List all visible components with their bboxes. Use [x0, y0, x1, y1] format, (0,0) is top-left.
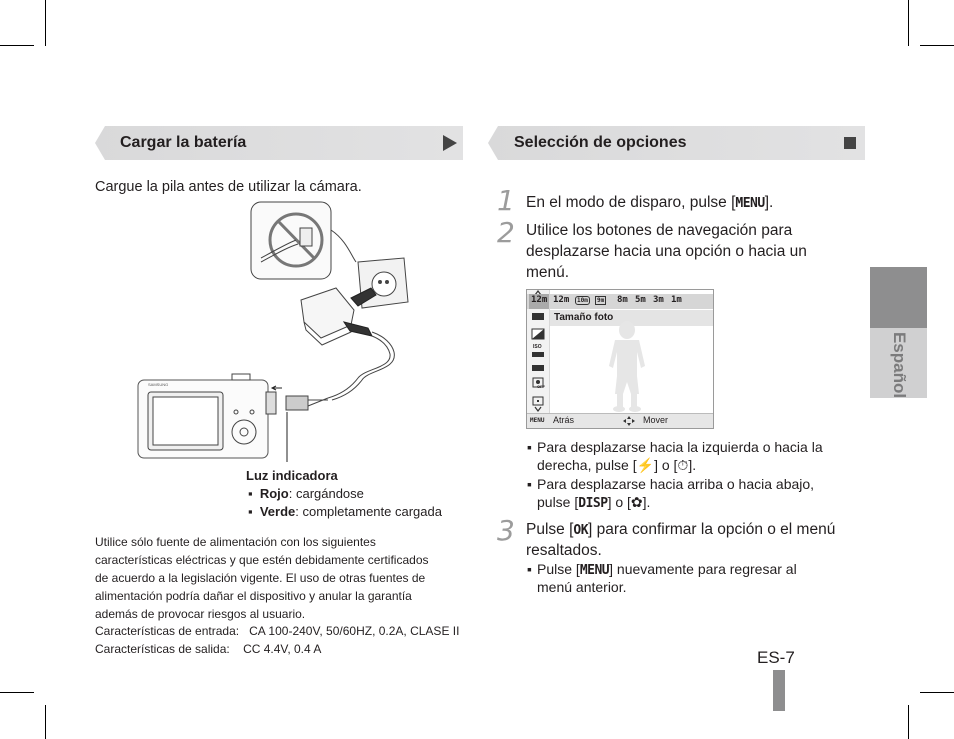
step-2-line: menú.: [526, 264, 570, 281]
person-silhouette: [597, 320, 657, 412]
crop-mark: [908, 0, 909, 46]
macro-key-icon: ✿: [630, 494, 643, 510]
triangle-arrow-icon: [442, 134, 458, 152]
timer-key-icon: ⏱: [677, 457, 689, 473]
ok-key-icon: OK: [573, 523, 589, 538]
flash-key-icon: ⚡: [636, 457, 655, 473]
indicator-item-green: ▪ Verde: completamente cargada: [248, 504, 442, 519]
step-2-line: desplazarse hacia una opción o hacia un: [526, 243, 807, 260]
step-3-line: resaltados.: [526, 542, 602, 559]
menu-key-icon: MENU: [735, 196, 765, 211]
section-header-right: [488, 126, 865, 160]
highlight-label: Tamaño foto: [554, 312, 614, 323]
crop-mark: [45, 0, 46, 46]
section-title: Selección de opciones: [514, 134, 687, 151]
crop-mark: [0, 45, 34, 46]
size-option: 3m: [653, 295, 664, 305]
back-label: Atrás: [553, 415, 575, 425]
size-option: 8m: [617, 295, 628, 305]
intro-text: Cargue la pila antes de utilizar la cámara.: [95, 179, 362, 195]
crop-mark: [45, 705, 46, 739]
display-icon: [533, 397, 543, 405]
crop-mark: [0, 692, 34, 693]
section-title: Cargar la batería: [120, 134, 247, 151]
side-tab-dark: [870, 267, 927, 328]
iso-icon: [532, 352, 544, 357]
size-option: 5m: [635, 295, 646, 305]
step-number: 3: [497, 514, 515, 547]
crop-mark: [920, 45, 954, 46]
page-number: ES-7: [757, 648, 795, 667]
menu-icons: [531, 310, 545, 414]
step-number: 1: [497, 184, 515, 217]
menu-key-icon: MENU: [579, 563, 610, 578]
disp-key-icon: DISP: [578, 496, 608, 511]
section-header-left: [95, 126, 463, 160]
page-number-bar: [773, 670, 785, 711]
step-2-bullet: ▪ Para desplazarse hacia la izquierda o hacia la derecha, pulse [⚡] o [⏱].: [527, 439, 823, 473]
size-option: 9m: [597, 297, 605, 304]
bullet-line: menú anterior.: [537, 579, 627, 595]
white-balance-icon: [532, 365, 544, 371]
language-side-tab: [870, 267, 927, 398]
iso-icon-text: ISO: [533, 344, 542, 350]
warning-line: Utilice sólo fuente de alimentación con los siguientes: [95, 535, 376, 549]
indicator-green-label: Verde: [259, 504, 296, 519]
size-option: 12m: [531, 295, 548, 305]
indicator-green-desc: : completamente cargada: [295, 504, 442, 519]
side-tab-label-box: [882, 331, 915, 399]
dpad-move-icon: [623, 416, 635, 426]
indicator-item-red: ▪ Rojo: cargándose: [248, 486, 364, 501]
indicator-red-desc: : cargándose: [288, 486, 364, 501]
exposure-icon: [532, 329, 544, 339]
square-bullet-icon: [844, 137, 856, 149]
bullet-line: Para desplazarse hacia arriba o hacia abajo,: [537, 476, 815, 492]
bullet-line: derecha, pulse [⚡] o [⏱].: [537, 457, 697, 473]
indicator-red-label: Rojo: [259, 486, 289, 501]
step-number: 2: [497, 216, 515, 249]
camera-brand: SAMSUNG: [148, 382, 169, 387]
size-option: 10m: [577, 297, 588, 304]
bullet-line: pulse [DISP] o [✿].: [537, 494, 651, 511]
bullet-line: Para desplazarse hacia la izquierda o hacia la: [537, 439, 823, 455]
camera-menu-screen: [526, 289, 714, 429]
warning-line: además de provocar riesgos al usuario.: [95, 607, 306, 621]
charging-illustration: [136, 200, 426, 462]
face-off-text: OFF: [537, 384, 545, 389]
spec-input-value: CA 100-240V, 50/60HZ, 0.2A, CLASE II: [249, 624, 460, 638]
side-tab-label: Español: [889, 331, 909, 399]
bullet-line: Pulse [MENU] nuevamente para regresar al: [537, 561, 797, 578]
spec-input: [95, 622, 459, 640]
step-2-bullet: ▪ Para desplazarse hacia arriba o hacia abajo, pulse [DISP] o [✿].: [527, 476, 815, 511]
indicator-title: Luz indicadora: [246, 468, 338, 483]
spec-output-label: Características de salida:: [95, 642, 230, 656]
warning-line: alimentación podría dañar el dispositivo y anular la garantía: [95, 589, 412, 603]
size-option: 1m: [671, 295, 682, 305]
step-1-text: En el modo de disparo, pulse [MENU].: [526, 194, 774, 211]
step-3-bullet: ▪ Pulse [MENU] nuevamente para regresar al menú anterior.: [527, 561, 797, 595]
spec-input-label: Características de entrada:: [95, 624, 240, 638]
move-label: Mover: [643, 415, 669, 425]
menu-key-icon: MENU: [530, 417, 545, 424]
size-option: 12m: [553, 295, 570, 305]
step-3-line: Pulse [OK] para confirmar la opción o el menú: [526, 521, 836, 538]
spec-output: [95, 640, 321, 658]
crop-mark: [908, 705, 909, 739]
size-icon: [532, 313, 544, 320]
crop-mark: [920, 692, 954, 693]
spec-output-value: CC 4.4V, 0.4 A: [243, 642, 322, 656]
warning-line: características eléctricas y que estén debidamente certificados: [95, 553, 429, 567]
step-2-line: Utilice los botones de navegación para: [526, 222, 793, 239]
warning-line: de acuerdo a la legislación vigente. El uso de otras fuentes de: [95, 571, 426, 585]
